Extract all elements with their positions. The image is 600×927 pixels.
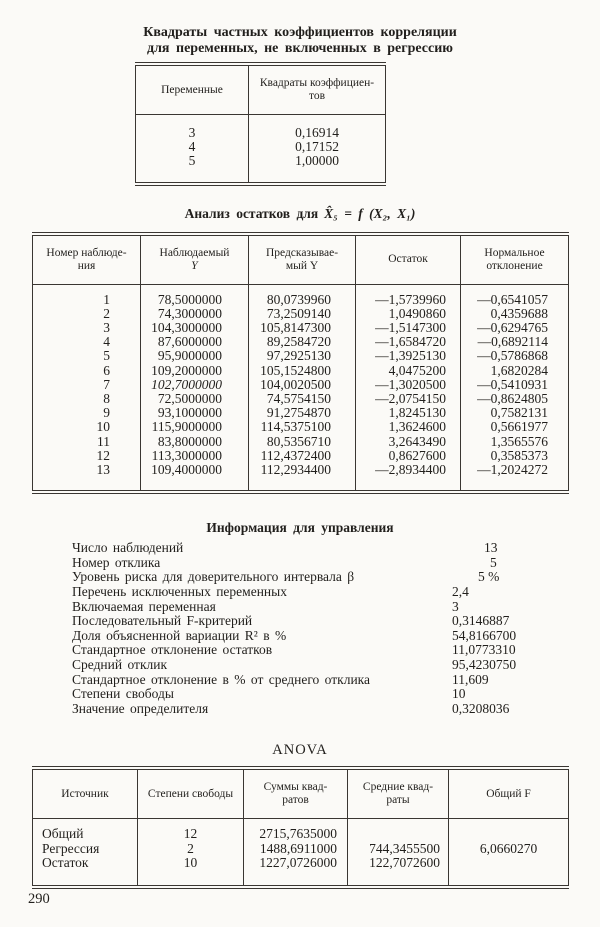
col-source: Источник	[33, 768, 138, 819]
cell-observed-y: 93,1000000	[141, 406, 249, 420]
info-label: Включаемая переменная	[72, 598, 216, 614]
cell-residual: —2,0754150	[356, 392, 461, 406]
col-sum-of-squares	[244, 768, 348, 819]
table-row	[33, 406, 569, 420]
cell-residual: —1,6584720	[356, 335, 461, 349]
list-item	[72, 614, 546, 629]
table-row	[136, 140, 386, 154]
list-item	[72, 629, 546, 644]
col-variables: Переменные	[136, 64, 249, 115]
cell-predicted-y: 91,2754870	[249, 406, 356, 420]
correlation-title-line2: для переменных, не включенных в регрессию	[147, 41, 453, 56]
col-observation-number-line1: Номер наблюде-	[46, 246, 127, 259]
cell-variable: 3	[136, 115, 249, 141]
cell-sum-squares: 2715,7635000	[244, 819, 348, 842]
info-label: Стандартное отклонение в % от среднего отклика	[72, 671, 371, 687]
col-observation-number-line2: ния	[77, 259, 96, 272]
residuals-table	[32, 232, 569, 495]
cell-mean-squares: 122,7072600	[348, 856, 449, 887]
info-value: 13	[484, 540, 498, 556]
cell-residual: —1,3020500	[356, 378, 461, 392]
cell-normal-deviation: —0,6541057	[477, 291, 548, 307]
cell-observation-number: 13	[33, 463, 141, 492]
cell-observation-number: 6	[33, 364, 141, 378]
list-item	[72, 556, 546, 571]
cell-normal-deviation: 1,3565576	[490, 433, 548, 449]
cell-observed-y: 74,3000000	[141, 307, 249, 321]
cell-residual: 4,0475200	[356, 364, 461, 378]
table-row	[33, 284, 569, 307]
cell-variable: 4	[136, 140, 249, 154]
cell-mean-squares	[348, 819, 449, 842]
list-item	[72, 673, 546, 688]
cell-sum-squares: 1227,0726000	[244, 856, 348, 887]
info-label: Число наблюдений	[72, 540, 184, 556]
list-item	[72, 658, 546, 673]
col-observed-y	[141, 234, 249, 285]
info-value: 11,609	[452, 671, 489, 687]
cell-observation-number: 12	[33, 449, 141, 463]
cell-observed-y: 83,8000000	[141, 435, 249, 449]
cell-overall-f	[449, 856, 569, 887]
cell-normal-deviation: —1,2024272	[477, 462, 548, 478]
page-number: 290	[28, 891, 50, 907]
cell-predicted-y: 112,2934400	[249, 463, 356, 492]
col-normal-deviation	[461, 234, 569, 285]
col-sum-of-squares-line2: ратов	[282, 794, 309, 807]
info-label: Номер отклика	[72, 554, 161, 570]
list-item	[72, 585, 546, 600]
anova-table-header-row	[33, 768, 569, 819]
table-row	[136, 154, 386, 183]
cell-observation-number: 8	[33, 392, 141, 406]
correlation-title-line1: Квадраты частных коэффициентов корреляции	[143, 25, 457, 40]
cell-mean-squares: 744,3455500	[348, 842, 449, 856]
col-coefficient-squares-line1: Квадраты коэффициен-	[259, 77, 375, 89]
cell-observation-number: 2	[33, 307, 141, 321]
info-label: Значение определителя	[72, 700, 209, 716]
info-section-title: Информация для управления	[206, 520, 394, 536]
table-row	[33, 842, 569, 856]
cell-predicted-y: 105,8147300	[249, 321, 356, 335]
cell-overall-f	[449, 819, 569, 842]
table-row	[33, 335, 569, 349]
col-normal-deviation-line2: отклонение	[486, 259, 543, 272]
col-observation-number	[33, 234, 141, 285]
info-value: 3	[452, 598, 459, 614]
info-value: 5	[490, 554, 497, 570]
info-label: Средний отклик	[72, 657, 168, 672]
cell-observed-y: 113,3000000	[141, 449, 249, 463]
list-item	[72, 541, 546, 556]
col-predicted-y	[249, 234, 356, 285]
correlation-table	[135, 62, 386, 186]
table-row	[33, 378, 569, 392]
info-value: 10	[452, 686, 466, 702]
cell-normal-deviation: —0,8624805	[477, 391, 548, 407]
list-item	[72, 643, 546, 658]
cell-residual: 0,8627600	[356, 449, 461, 463]
residuals-section-title	[0, 206, 600, 222]
cell-coefficient-square: 0,17152	[295, 139, 339, 155]
cell-coefficient-square: 1,00000	[295, 153, 339, 169]
cell-observation-number: 5	[33, 349, 141, 363]
col-observed-y-line1: Наблюдаемый	[159, 246, 230, 259]
cell-normal-deviation: —0,5786868	[477, 348, 548, 364]
info-value: 95,4230750	[452, 657, 517, 672]
table-row	[33, 420, 569, 434]
cell-source: Общий	[33, 819, 138, 842]
cell-overall-f: 6,0660270	[479, 840, 538, 856]
info-value: 5 %	[478, 569, 500, 585]
info-value: 11,0773310	[452, 642, 516, 658]
col-mean-squares	[348, 768, 449, 819]
cell-df: 2	[138, 842, 244, 856]
cell-observation-number: 1	[33, 284, 141, 307]
anova-section-title: ANOVA	[272, 742, 328, 759]
col-residual: Остаток	[356, 234, 461, 285]
cell-observed-y: 115,9000000	[141, 420, 249, 434]
info-label: Уровень риска для доверительного интервала β	[72, 569, 355, 585]
cell-predicted-y: 104,0020500	[249, 378, 356, 392]
col-overall-f: Общий F	[449, 768, 569, 819]
cell-df: 10	[138, 856, 244, 887]
cell-observation-number: 11	[33, 435, 141, 449]
cell-predicted-y: 97,2925130	[249, 349, 356, 363]
table-row	[33, 463, 569, 492]
col-observed-y-line2: Y	[191, 259, 198, 272]
cell-observed-y: 109,4000000	[141, 463, 249, 492]
cell-observation-number: 7	[33, 378, 141, 392]
cell-observed-y: 104,3000000	[141, 321, 249, 335]
cell-residual: —1,5147300	[356, 321, 461, 335]
table-row	[33, 307, 569, 321]
col-predicted-y-line1: Предсказывае-	[265, 246, 339, 259]
cell-residual: —1,5739960	[356, 284, 461, 307]
info-label: Стандартное отклонение остатков	[72, 642, 273, 658]
col-normal-deviation-line1: Нормальное	[484, 246, 545, 259]
col-mean-squares-line1: Средние квад-	[362, 781, 434, 794]
cell-residual: —1,3925130	[356, 349, 461, 363]
cell-observation-number: 3	[33, 321, 141, 335]
list-item	[72, 702, 546, 717]
cell-normal-deviation: 1,6820284	[490, 362, 548, 378]
table-row	[33, 449, 569, 463]
cell-residual: 1,3624600	[356, 420, 461, 434]
table-row	[33, 364, 569, 378]
cell-residual: 1,8245130	[356, 406, 461, 420]
cell-predicted-y: 105,1524800	[249, 364, 356, 378]
cell-predicted-y: 73,2509140	[249, 307, 356, 321]
cell-source: Регрессия	[33, 842, 138, 856]
cell-observed-y: 72,5000000	[141, 392, 249, 406]
table-row	[33, 819, 569, 842]
table-row	[33, 321, 569, 335]
info-label: Степени свободы	[72, 686, 174, 702]
table-row	[33, 392, 569, 406]
col-degrees-of-freedom: Степени свободы	[138, 768, 244, 819]
cell-observed-y: 78,5000000	[141, 284, 249, 307]
table-row	[136, 115, 386, 141]
info-value: 2,4	[452, 584, 469, 600]
cell-variable: 5	[136, 154, 249, 183]
cell-predicted-y: 74,5754150	[249, 392, 356, 406]
cell-observed-y: 109,2000000	[141, 364, 249, 378]
cell-observation-number: 4	[33, 335, 141, 349]
info-value: 0,3208036	[452, 700, 510, 716]
table-row	[33, 856, 569, 887]
cell-observation-number: 9	[33, 406, 141, 420]
cell-predicted-y: 114,5375100	[249, 420, 356, 434]
info-list	[72, 541, 546, 716]
correlation-section-title	[0, 0, 600, 57]
col-coefficient-squares	[249, 64, 386, 115]
cell-normal-deviation: —0,6294765	[477, 320, 548, 336]
cell-normal-deviation: —0,6892114	[477, 334, 548, 350]
list-item	[72, 687, 546, 702]
cell-observation-number: 10	[33, 420, 141, 434]
table-row	[33, 349, 569, 363]
info-label: Перечень исключенных переменных	[72, 584, 287, 600]
cell-observed-y: 102,7000000	[141, 378, 249, 392]
cell-observed-y: 95,9000000	[141, 349, 249, 363]
residuals-table-header-row	[33, 234, 569, 285]
cell-source: Остаток	[33, 856, 138, 887]
residuals-title-text: Анализ остатков для	[184, 205, 319, 221]
col-mean-squares-line2: раты	[386, 794, 410, 807]
cell-residual: 1,0490860	[356, 307, 461, 321]
col-sum-of-squares-line1: Суммы квад-	[263, 781, 328, 794]
table-row	[33, 435, 569, 449]
cell-residual: —2,8934400	[356, 463, 461, 492]
cell-df: 12	[138, 819, 244, 842]
cell-predicted-y: 80,0739960	[249, 284, 356, 307]
cell-coefficient-square: 0,16914	[295, 125, 339, 140]
cell-normal-deviation: 0,7582131	[490, 405, 548, 421]
residuals-title-formula: X̂₅ = f (X₂, X₁)	[324, 205, 416, 221]
info-value: 0,3146887	[452, 613, 510, 629]
cell-normal-deviation: 0,4359688	[490, 305, 548, 321]
cell-normal-deviation: 0,5661977	[490, 419, 548, 435]
col-coefficient-squares-line2: тов	[308, 90, 326, 102]
info-value: 54,8166700	[452, 627, 517, 643]
cell-normal-deviation: —0,5410931	[477, 376, 548, 392]
col-predicted-y-line2: мый Y	[285, 259, 319, 272]
list-item	[72, 570, 546, 585]
anova-table	[32, 766, 569, 889]
list-item	[72, 600, 546, 615]
cell-predicted-y: 80,5356710	[249, 435, 356, 449]
correlation-table-header-row	[136, 64, 386, 115]
cell-observed-y: 87,6000000	[141, 335, 249, 349]
info-label: Последовательный F-критерий	[72, 613, 253, 629]
cell-normal-deviation: 0,3585373	[490, 447, 548, 463]
cell-sum-squares: 1488,6911000	[244, 842, 348, 856]
cell-predicted-y: 112,4372400	[249, 449, 356, 463]
cell-predicted-y: 89,2584720	[249, 335, 356, 349]
info-label: Доля объясненной вариации R² в %	[72, 627, 287, 643]
cell-residual: 3,2643490	[356, 435, 461, 449]
